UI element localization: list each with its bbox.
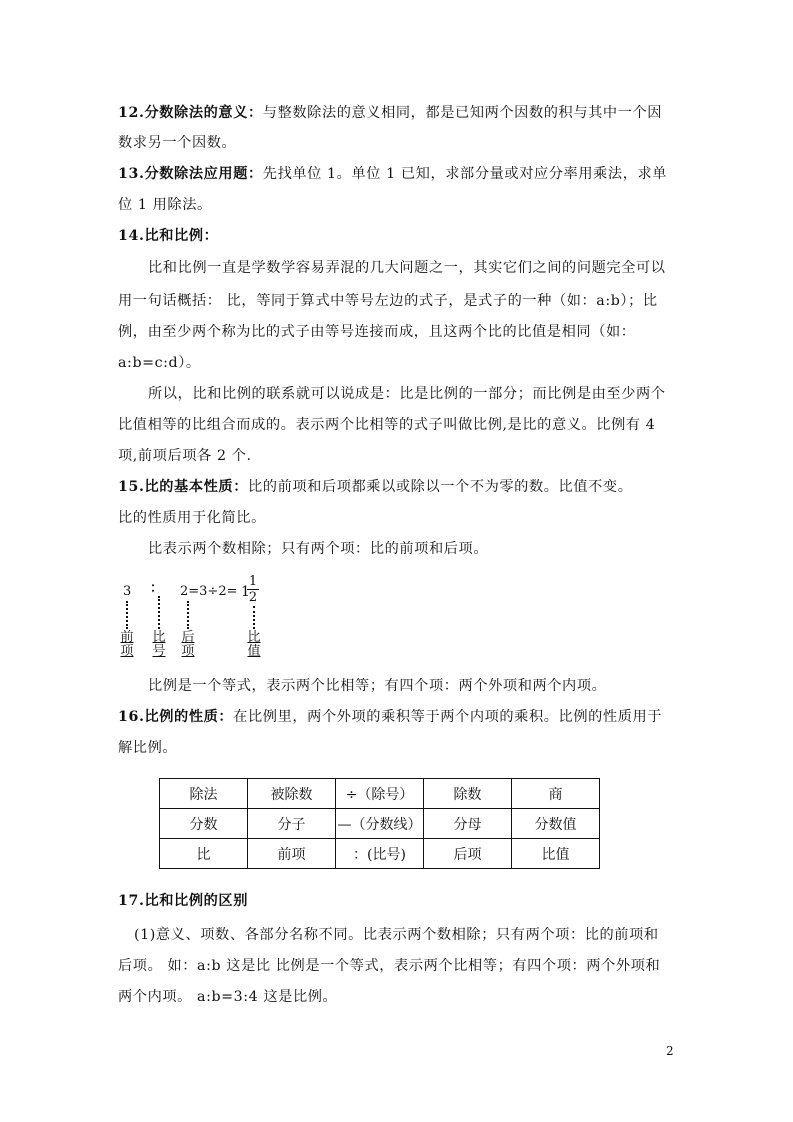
- para-15-line3: 比表示两个数相除；只有两个项：比的前项和后项。: [148, 541, 489, 557]
- table-row: [160, 779, 600, 809]
- para-13-line2: 位 1 用除法。: [118, 197, 212, 213]
- fig-whole: 1: [241, 584, 250, 600]
- fig-fraction: [247, 575, 259, 604]
- para-17-line1: (1)意义、项数、各部分名称不同。比表示两个数相除；只有两个项：比的前项和: [134, 927, 659, 943]
- fig-dots-1: [126, 601, 130, 629]
- fig-label-xiang2: 项: [181, 644, 195, 659]
- table-row: [160, 809, 600, 839]
- table-cell: 分数值: [512, 809, 600, 839]
- table-cell: 被除数: [248, 779, 336, 809]
- para-14a-line3: 例，由至少两个称为比的式子由等号连接而成，且这两个比的比值是相同（如：: [118, 324, 636, 340]
- para-14a-line2: 用一句话概括： 比，等同于算式中等号左边的式子，是式子的一种（如：a:b）；比: [118, 293, 658, 309]
- table-cell: 比值: [512, 839, 600, 869]
- fig-label-xiang1: 项: [120, 644, 134, 659]
- fig-denominator: 2: [248, 590, 258, 605]
- fig-colon: ：: [150, 581, 164, 596]
- para-15-line2: 比的性质用于化简比。: [118, 510, 266, 526]
- fig-numerator: 1: [248, 574, 258, 589]
- fig-label-bi: 比: [152, 630, 166, 645]
- heading-14: 14.比和比例：: [118, 228, 219, 244]
- para-13-line1: 13.分数除法应用题：先找单位 1。单位 1 已知，求部分量或对应分率用乘法，求单: [118, 166, 668, 182]
- table-cell: ：(比号): [336, 839, 424, 869]
- table-cell: 除法: [160, 779, 248, 809]
- table-cell: 分母: [424, 809, 512, 839]
- table-cell: 分子: [248, 809, 336, 839]
- para-14a-line4: a:b=c:d）。: [118, 355, 201, 371]
- fig-label-hou: 后: [181, 630, 195, 645]
- fig-expression: 2=3÷2=: [180, 584, 238, 599]
- page-number: 2: [666, 1044, 674, 1058]
- fig-dots-3: [187, 601, 191, 629]
- para-17-line2: 后项。 如：a:b 这是比 比例是一个等式，表示两个比相等；有四个项：两个外项和: [118, 958, 661, 974]
- para-14b-line1: 所以，比和比例的联系就可以说成是：比是比例的一部分；而比例是由至少两个: [148, 386, 666, 402]
- para-14a-line1: 比和比例一直是学数学容易弄混的几大问题之一，其实它们之间的问题完全可以: [148, 260, 666, 276]
- fig-dots-2: [158, 596, 162, 629]
- table-cell: 比: [160, 839, 248, 869]
- table-row: [160, 839, 600, 869]
- fig-label-qian: 前: [120, 630, 134, 645]
- table-cell: 后项: [424, 839, 512, 869]
- table-cell: 分数: [160, 809, 248, 839]
- heading-13: 13.分数除法应用题：: [118, 166, 263, 182]
- table-cell: 前项: [248, 839, 336, 869]
- fig-label-zhi: 值: [247, 644, 261, 659]
- heading-12: 12.分数除法的意义：: [118, 105, 263, 121]
- para-12-line1: 12.分数除法的意义：与整数除法的意义相同，都是已知两个因数的积与其中一个因: [118, 105, 663, 121]
- table-cell: ÷（除号）: [336, 779, 424, 809]
- para-12-line2: 数求另一个因数。: [118, 135, 237, 151]
- para-14b-line2: 比值相等的比组合而成的。表示两个比相等的式子叫做比例,是比的意义。比例有 4: [118, 417, 656, 433]
- table-cell: —（分数线）: [336, 809, 424, 839]
- para-17-line3: 两个内项。 a:b=3:4 这是比例。: [118, 989, 338, 1005]
- para-15-line4: 比例是一个等式，表示两个比相等；有四个项：两个外项和两个内项。: [148, 678, 607, 694]
- fig-label-hao: 号: [152, 644, 166, 659]
- para-16-line2: 解比例。: [118, 740, 178, 756]
- table-cell: 商: [512, 779, 600, 809]
- fig-dots-4: [253, 606, 257, 629]
- para-15-line1: 15.比的基本性质：比的前项和后项都乘以或除以一个不为零的数。比值不变。: [118, 479, 633, 495]
- fig-label-bi2: 比: [247, 630, 261, 645]
- heading-15: 15.比的基本性质：: [118, 479, 248, 495]
- para-14b-line3: 项,前项后项各 2 个.: [118, 448, 252, 464]
- heading-17: 17.比和比例的区别: [118, 893, 248, 909]
- para-16-line1: 16.比例的性质：在比例里，两个外项的乘积等于两个内项的乘积。比例的性质用于: [118, 709, 663, 725]
- terms-table: [159, 778, 600, 869]
- heading-16: 16.比例的性质：: [118, 709, 234, 725]
- table-cell: 除数: [424, 779, 512, 809]
- fig-front-value: 3: [123, 584, 132, 599]
